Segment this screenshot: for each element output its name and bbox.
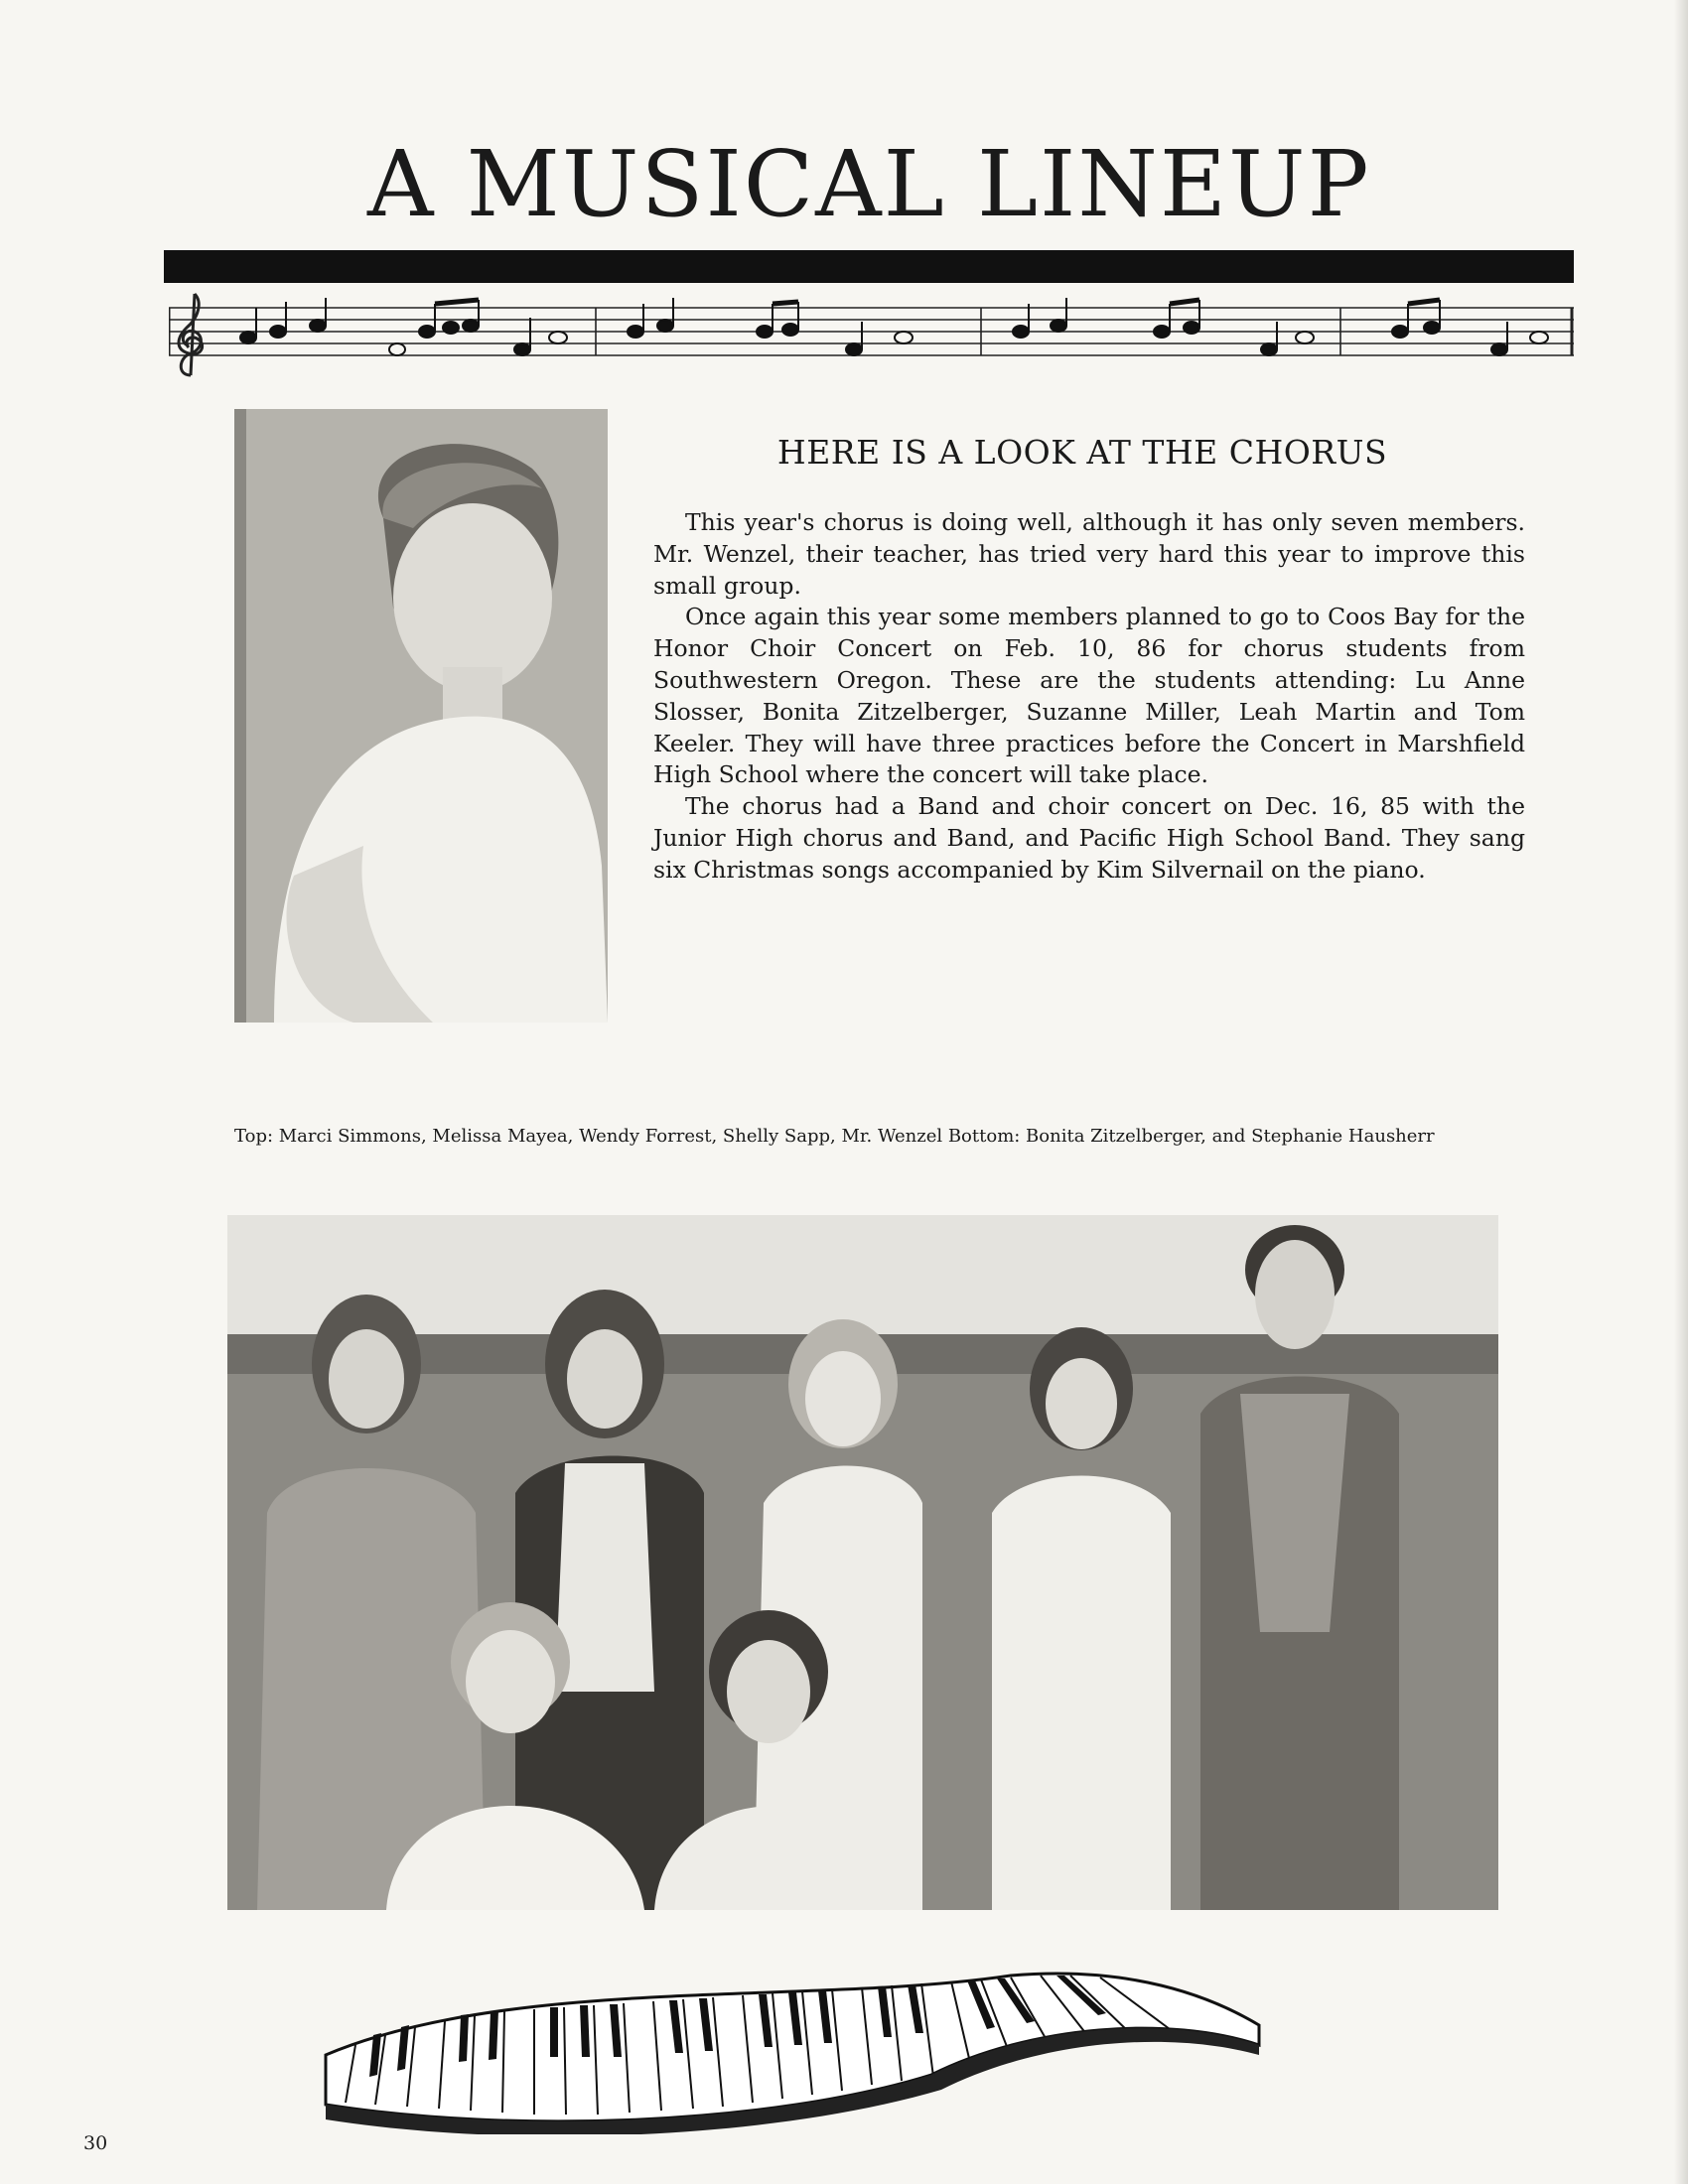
article-paragraph: The chorus had a Band and choir concert on Dec. 16, 85 with the Junior High chorus and Band, and Pacific High School Band. They sang six Christmas songs accompanied by Kim Silvernail on the piano. xyxy=(653,792,1525,884)
group-photo-caption: Top: Marci Simmons, Melissa Mayea, Wendy Forrest, Shelly Sapp, Mr. Wenzel Bottom: Bonita Zitzelberger, and Stephanie Hausherr xyxy=(234,1126,1435,1147)
title-rule xyxy=(164,250,1574,283)
article-paragraph: This year's chorus is doing well, although it has only seven members. Mr. Wenzel, their teacher, has tried very hard this year to improve this small group. xyxy=(653,508,1525,600)
page-number: 30 xyxy=(83,2132,108,2154)
article-body xyxy=(653,507,1525,887)
piano-keyboard-decoration xyxy=(316,1936,1269,2134)
chorus-group-photo xyxy=(227,1215,1498,1910)
music-staff-decoration xyxy=(169,288,1574,387)
page-edge-shadow xyxy=(1674,0,1688,2184)
chorus-member-photo xyxy=(234,409,608,1023)
article-paragraph: Once again this year some members planned to go to Coos Bay for the Honor Choir Concert on Feb. 10, 86 for chorus students from Southwestern Oregon. These are the students attending: Lu Anne Slosser, Bonita Zitzelberger, Suzanne Miller, Leah Martin and Tom Keeler. They will have three practices before the Concert in Marshfield High School where the concert will take place. xyxy=(653,603,1525,789)
page-title: A MUSICAL LINEUP xyxy=(367,131,1371,237)
article-heading: HERE IS A LOOK AT THE CHORUS xyxy=(776,433,1388,472)
